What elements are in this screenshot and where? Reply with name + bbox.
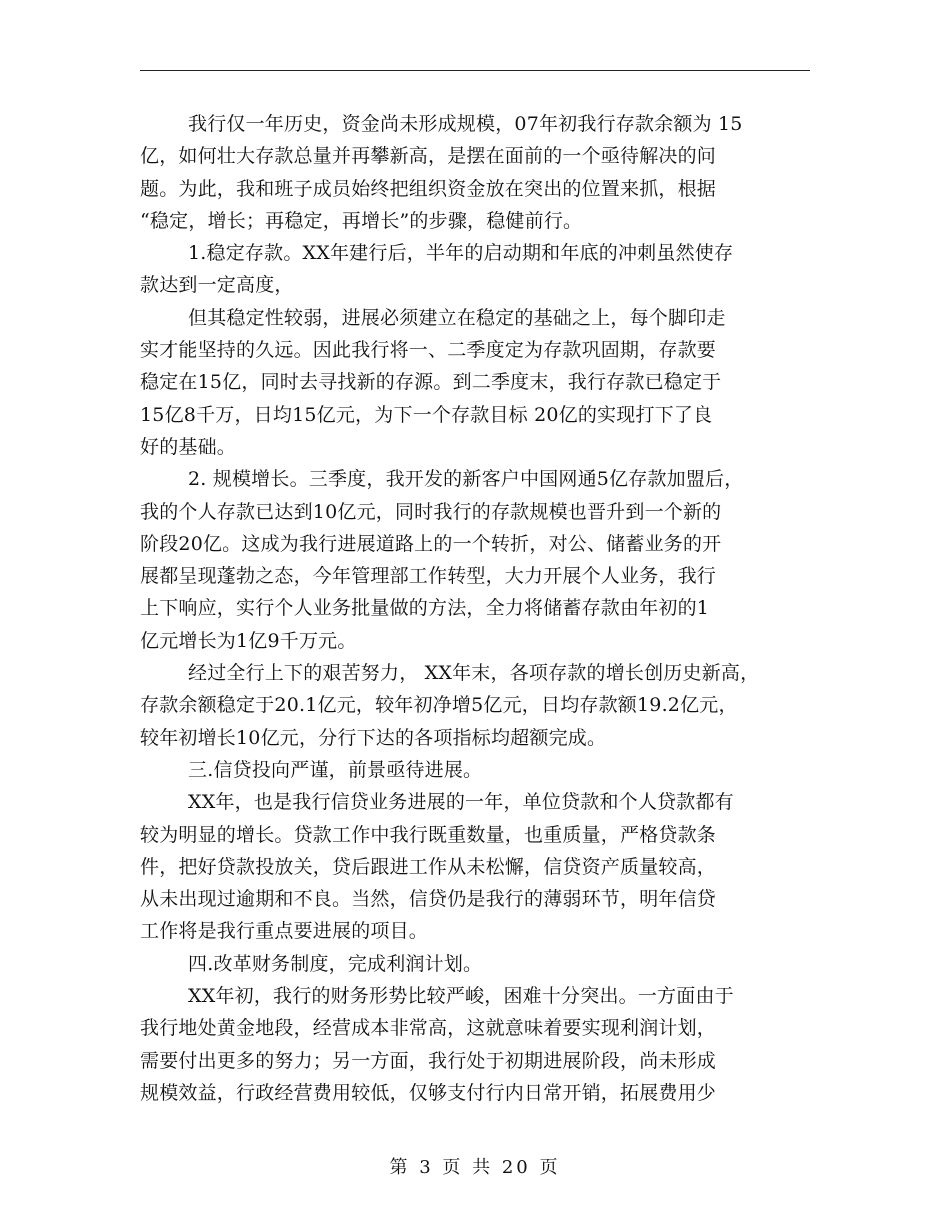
text-line: XX年，也是我行信贷业务进展的一年，单位贷款和个人贷款都有 [188,791,734,814]
text-line: 从未出现过逾期和不良。当然，信贷仍是我行的薄弱环节，明年信贷 [140,888,717,911]
text-line: 但其稳定性较弱，进展必须建立在稳定的基础之上，每个脚印走 [188,306,726,329]
text-line: 上下响应，实行个人业务批量做的方法，全力将储蓄存款由年初的1 [140,597,710,620]
text-line: 好的基础。 [140,435,237,458]
text-line: “稳定，增长；再稳定，再增长”的步骤，稳健前行。 [140,209,583,232]
text-line: 较为明显的增长。贷款工作中我行既重数量，也重质量，严格贷款条 [140,823,717,846]
header-rule [140,70,810,71]
text-line: 亿元增长为1亿9千万元。 [140,629,357,652]
text-line: 经过全行上下的艰苦努力， XX年末，各项存款的增长创历史新高， [188,662,760,685]
text-line: 我行仅一年历史，资金尚未形成规模，07年初我行存款余额为 15 [188,113,743,135]
text-line: XX年初，我行的财务形势比较严峻，困难十分突出。一方面由于 [188,985,734,1008]
text-line: 展都呈现蓬勃之态，今年管理部工作转型，大力开展个人业务，我行 [140,565,717,588]
text-line: 稳定在15亿，同时去寻找新的存源。到二季度末，我行存款已稳定于 [140,371,722,394]
text-line: 款达到一定高度， [140,274,294,297]
text-line: 15亿8千万，日均15亿元，为下一个存款目标 20亿的实现打下了良 [140,403,713,426]
text-line: 四.改革财务制度，完成利润计划。 [188,952,483,975]
text-line: 阶段20亿。这成为我行进展道路上的一个转折，对公、储蓄业务的开 [140,532,722,555]
text-line: 实才能坚持的久远。因此我行将一、二季度定为存款巩固期，存款要 [140,339,717,362]
text-line: 需要付出更多的努力；另一方面，我行处于初期进展阶段，尚未形成 [140,1049,717,1072]
text-line: 亿，如何壮大存款总量并再攀新高，是摆在面前的一个亟待解决的问 [140,145,717,168]
text-line: 规模效益，行政经营费用较低，仅够支付行内日常开销，拓展费用少 [140,1081,717,1104]
text-line: 1.稳定存款。XX年建行后，半年的启动期和年底的冲刺虽然使存 [188,242,734,265]
text-line: 较年初增长10亿元，分行下达的各项指标均超额完成。 [140,726,607,749]
text-line: 三.信贷投向严谨，前景亟待进展。 [188,758,483,781]
text-line: 存款余额稳定于20.1亿元，较年初净增5亿元，日均存款额19.2亿元， [140,694,738,717]
text-line: 2. 规模增长。三季度，我开发的新客户中国网通5亿存款加盟后， [188,468,744,491]
page-number: 第 3 页 共 20 页 [389,1157,561,1178]
text-line: 我的个人存款已达到10亿元，同时我行的存款规模也晋升到一个新的 [140,500,722,523]
text-line: 题。为此，我和班子成员始终把组织资金放在突出的位置来抓，根据 [140,177,717,200]
text-line: 工作将是我行重点要进展的项目。 [140,920,429,943]
text-line: 我行地处黄金地段，经营成本非常高，这就意味着要实现利润计划， [140,1017,717,1040]
document-body [140,108,830,1109]
text-line: 件，把好贷款投放关，贷后跟进工作从未松懈，信贷资产质量较高， [140,855,717,878]
